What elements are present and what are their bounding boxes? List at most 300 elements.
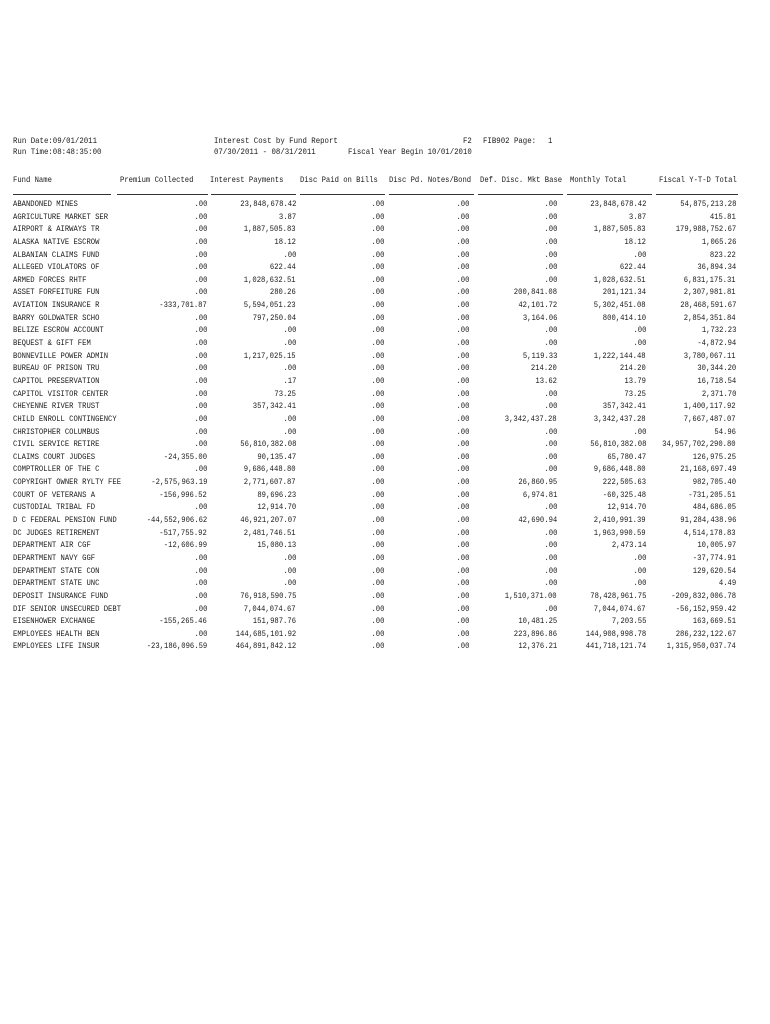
table-row xyxy=(0,629,770,642)
fiscal-ytd-total-cell: 54,875,213.28 xyxy=(679,200,736,209)
header-underline xyxy=(656,194,738,195)
fund-name-cell: CLAIMS COURT JUDGES xyxy=(13,452,96,462)
table-row xyxy=(0,212,770,225)
def-disc-mkt-base-cell: .00 xyxy=(544,200,557,209)
def-disc-mkt-base-cell: .00 xyxy=(544,250,557,260)
fund-name-cell: CHRISTOPHER COLUMBUS xyxy=(13,427,100,437)
disc-paid-bills-cell: .00 xyxy=(371,478,384,488)
table-row xyxy=(0,553,770,566)
monthly-total-cell: 18.12 xyxy=(624,237,646,247)
monthly-total-cell: 65,780.47 xyxy=(607,452,646,462)
premium-collected-cell: .00 xyxy=(194,427,207,437)
fiscal-ytd-total-cell: 34,957,702,290.80 xyxy=(662,440,736,450)
disc-notes-bond-cell: .00 xyxy=(456,351,469,361)
def-disc-mkt-base-cell: .00 xyxy=(544,503,557,513)
def-disc-mkt-base-cell: 5,119.33 xyxy=(522,351,557,361)
fund-name-cell: DEPARTMENT STATE CON xyxy=(13,566,100,576)
disc-notes-bond-cell: .00 xyxy=(456,478,469,488)
col-disc-paid-bills: Disc Paid on Bills xyxy=(300,176,378,185)
premium-collected-cell: .00 xyxy=(194,263,207,273)
def-disc-mkt-base-cell: .00 xyxy=(544,553,557,563)
monthly-total-cell: 1,028,632.51 xyxy=(594,275,646,285)
interest-payments-cell: 1,887,505.83 xyxy=(244,225,296,235)
disc-notes-bond-cell: .00 xyxy=(456,364,469,374)
def-disc-mkt-base-cell: .00 xyxy=(544,528,557,538)
table-row xyxy=(0,452,770,465)
premium-collected-cell: .00 xyxy=(194,212,207,222)
def-disc-mkt-base-cell: 12,376.21 xyxy=(518,642,557,652)
fiscal-ytd-total-cell: 30,344.20 xyxy=(697,364,736,374)
page-number: 1 xyxy=(548,137,553,146)
table-row xyxy=(0,351,770,364)
table-row xyxy=(0,237,770,250)
premium-collected-cell: -12,606.99 xyxy=(163,541,207,551)
premium-collected-cell: .00 xyxy=(194,275,207,285)
monthly-total-cell: .00 xyxy=(633,553,646,563)
disc-notes-bond-cell: .00 xyxy=(456,604,469,614)
disc-paid-bills-cell: .00 xyxy=(371,604,384,614)
table-row xyxy=(0,199,770,212)
disc-paid-bills-cell: .00 xyxy=(371,301,384,311)
monthly-total-cell: .00 xyxy=(633,250,646,260)
monthly-total-cell: 441,718,121.74 xyxy=(585,642,646,652)
monthly-total-cell: 7,203.55 xyxy=(611,617,646,627)
disc-paid-bills-cell: .00 xyxy=(371,402,384,412)
interest-payments-cell: 5,594,051.23 xyxy=(244,301,296,311)
table-row xyxy=(0,300,770,313)
interest-payments-cell: 2,771,607.87 xyxy=(244,478,296,488)
col-def-disc-mkt-base: Def. Disc. Mkt Base xyxy=(480,176,563,185)
table-row xyxy=(0,427,770,440)
table-row xyxy=(0,515,770,528)
table-row xyxy=(0,224,770,237)
def-disc-mkt-base-cell: 200,841.08 xyxy=(513,288,557,298)
col-disc-notes-bond: Disc Pd. Notes/Bond xyxy=(389,176,472,185)
fiscal-ytd-total-cell: 179,988,752.67 xyxy=(675,225,736,235)
col-fiscal-ytd-total: Fiscal Y-T-D Total xyxy=(659,176,737,185)
monthly-total-cell: 1,963,990.59 xyxy=(594,528,646,538)
monthly-total-cell: .00 xyxy=(633,427,646,437)
disc-paid-bills-cell: .00 xyxy=(371,326,384,336)
fund-name-cell: D C FEDERAL PENSION FUND xyxy=(13,516,117,526)
fund-name-cell: DIF SENIOR UNSECURED DEBT xyxy=(13,604,122,614)
disc-paid-bills-cell: .00 xyxy=(371,389,384,399)
header-underline xyxy=(117,194,208,195)
fiscal-ytd-total-cell: -209,832,006.78 xyxy=(671,591,736,601)
disc-paid-bills-cell: .00 xyxy=(371,503,384,513)
disc-paid-bills-cell: .00 xyxy=(371,376,384,386)
fund-name-cell: ALBANIAN CLAIMS FUND xyxy=(13,250,100,260)
interest-payments-cell: 797,250.04 xyxy=(252,313,296,323)
disc-notes-bond-cell: .00 xyxy=(456,591,469,601)
interest-payments-cell: 151,987.76 xyxy=(252,617,296,627)
fund-name-cell: AGRICULTURE MARKET SER xyxy=(13,212,109,222)
disc-paid-bills-cell: .00 xyxy=(371,200,384,209)
disc-paid-bills-cell: .00 xyxy=(371,465,384,475)
fiscal-ytd-total-cell: 16,718.54 xyxy=(697,376,736,386)
disc-notes-bond-cell: .00 xyxy=(456,414,469,424)
def-disc-mkt-base-cell: .00 xyxy=(544,452,557,462)
disc-paid-bills-cell: .00 xyxy=(371,490,384,500)
table-row xyxy=(0,464,770,477)
disc-notes-bond-cell: .00 xyxy=(456,250,469,260)
monthly-total-cell: 73.25 xyxy=(624,389,646,399)
fund-name-cell: CIVIL SERVICE RETIRE xyxy=(13,440,100,450)
premium-collected-cell: -44,552,906.62 xyxy=(146,516,207,526)
table-row xyxy=(0,502,770,515)
fiscal-ytd-total-cell: 1,400,117.92 xyxy=(684,402,736,412)
fund-name-cell: DEPARTMENT NAVY GGF xyxy=(13,553,96,563)
def-disc-mkt-base-cell: .00 xyxy=(544,225,557,235)
def-disc-mkt-base-cell: .00 xyxy=(544,237,557,247)
fund-name-cell: ALLEGED VIOLATORS OF xyxy=(13,263,100,273)
table-row xyxy=(0,490,770,503)
report-title: Interest Cost by Fund Report xyxy=(214,137,338,146)
monthly-total-cell: 1,887,505.83 xyxy=(594,225,646,235)
premium-collected-cell: .00 xyxy=(194,288,207,298)
fund-name-cell: ARMED FORCES RHTF xyxy=(13,275,87,285)
premium-collected-cell: .00 xyxy=(194,591,207,601)
interest-payments-cell: .00 xyxy=(283,339,296,349)
fund-name-cell: CAPITOL VISITOR CENTER xyxy=(13,389,109,399)
fund-name-cell: BUREAU OF PRISON TRU xyxy=(13,364,100,374)
table-row xyxy=(0,616,770,629)
interest-payments-cell: .00 xyxy=(283,364,296,374)
report-period: 07/30/2011 - 08/31/2011 xyxy=(214,148,316,157)
header-underline xyxy=(567,194,652,195)
disc-notes-bond-cell: .00 xyxy=(456,301,469,311)
table-row xyxy=(0,414,770,427)
col-monthly-total: Monthly Total xyxy=(570,176,627,185)
monthly-total-cell: .00 xyxy=(633,326,646,336)
interest-payments-cell: .00 xyxy=(283,553,296,563)
table-row xyxy=(0,250,770,263)
disc-paid-bills-cell: .00 xyxy=(371,642,384,652)
fiscal-ytd-total-cell: -37,774.91 xyxy=(692,553,736,563)
disc-notes-bond-cell: .00 xyxy=(456,516,469,526)
fiscal-ytd-total-cell: 7,667,487.07 xyxy=(684,414,736,424)
monthly-total-cell: 12,914.70 xyxy=(607,503,646,513)
monthly-total-cell: 9,686,448.80 xyxy=(594,465,646,475)
disc-notes-bond-cell: .00 xyxy=(456,389,469,399)
fiscal-ytd-total-cell: 129,620.54 xyxy=(692,566,736,576)
interest-payments-cell: .17 xyxy=(283,376,296,386)
fiscal-ytd-total-cell: 54.96 xyxy=(714,427,736,437)
disc-notes-bond-cell: .00 xyxy=(456,313,469,323)
interest-payments-cell: 56,810,382.08 xyxy=(239,440,296,450)
premium-collected-cell: .00 xyxy=(194,313,207,323)
def-disc-mkt-base-cell: .00 xyxy=(544,440,557,450)
fund-name-cell: DEPOSIT INSURANCE FUND xyxy=(13,591,109,601)
premium-collected-cell: -23,186,096.59 xyxy=(146,642,207,652)
table-row xyxy=(0,275,770,288)
fiscal-ytd-total-cell: 1,732.23 xyxy=(701,326,736,336)
def-disc-mkt-base-cell: .00 xyxy=(544,579,557,589)
def-disc-mkt-base-cell: .00 xyxy=(544,566,557,576)
fiscal-ytd-total-cell: 21,168,697.49 xyxy=(679,465,736,475)
fund-name-cell: ABANDONED MINES xyxy=(13,200,78,209)
fund-name-cell: DC JUDGES RETIREMENT xyxy=(13,528,100,538)
def-disc-mkt-base-cell: 214.20 xyxy=(531,364,557,374)
table-row xyxy=(0,313,770,326)
premium-collected-cell: .00 xyxy=(194,364,207,374)
interest-payments-cell: .00 xyxy=(283,566,296,576)
fiscal-ytd-total-cell: -56,152,959.42 xyxy=(675,604,736,614)
disc-notes-bond-cell: .00 xyxy=(456,427,469,437)
premium-collected-cell: .00 xyxy=(194,402,207,412)
fiscal-ytd-total-cell: 286,232,122.67 xyxy=(675,629,736,639)
disc-notes-bond-cell: .00 xyxy=(456,452,469,462)
monthly-total-cell: .00 xyxy=(633,579,646,589)
interest-payments-cell: 2,481,746.51 xyxy=(244,528,296,538)
fiscal-ytd-total-cell: 3,780,067.11 xyxy=(684,351,736,361)
fiscal-ytd-total-cell: 2,854,351.84 xyxy=(684,313,736,323)
disc-paid-bills-cell: .00 xyxy=(371,452,384,462)
fund-name-cell: DEPARTMENT STATE UNC xyxy=(13,579,100,589)
def-disc-mkt-base-cell: .00 xyxy=(544,339,557,349)
table-row xyxy=(0,540,770,553)
fund-name-cell: CAPITOL PRESERVATION xyxy=(13,376,100,386)
premium-collected-cell: .00 xyxy=(194,503,207,513)
col-fund-name: Fund Name xyxy=(13,176,52,185)
disc-notes-bond-cell: .00 xyxy=(456,212,469,222)
header-underline xyxy=(13,194,111,195)
disc-paid-bills-cell: .00 xyxy=(371,263,384,273)
disc-notes-bond-cell: .00 xyxy=(456,402,469,412)
interest-payments-cell: 1,217,025.15 xyxy=(244,351,296,361)
premium-collected-cell: -2,575,963.19 xyxy=(150,478,207,488)
disc-notes-bond-cell: .00 xyxy=(456,629,469,639)
def-disc-mkt-base-cell: 26,860.95 xyxy=(518,478,557,488)
interest-payments-cell: 46,921,207.07 xyxy=(239,516,296,526)
fiscal-ytd-total-cell: 1,065.26 xyxy=(701,237,736,247)
disc-notes-bond-cell: .00 xyxy=(456,503,469,513)
fund-name-cell: BARRY GOLDWATER SCHO xyxy=(13,313,100,323)
premium-collected-cell: -156,996.52 xyxy=(159,490,207,500)
disc-paid-bills-cell: .00 xyxy=(371,414,384,424)
disc-notes-bond-cell: .00 xyxy=(456,642,469,652)
disc-paid-bills-cell: .00 xyxy=(371,351,384,361)
interest-payments-cell: .00 xyxy=(283,326,296,336)
premium-collected-cell: .00 xyxy=(194,465,207,475)
table-row xyxy=(0,566,770,579)
def-disc-mkt-base-cell: .00 xyxy=(544,402,557,412)
disc-notes-bond-cell: .00 xyxy=(456,528,469,538)
fund-name-cell: AVIATION INSURANCE R xyxy=(13,301,100,311)
interest-payments-cell: .00 xyxy=(283,579,296,589)
def-disc-mkt-base-cell: .00 xyxy=(544,427,557,437)
disc-paid-bills-cell: .00 xyxy=(371,364,384,374)
premium-collected-cell: .00 xyxy=(194,389,207,399)
fiscal-ytd-total-cell: 126,975.25 xyxy=(692,452,736,462)
fund-name-cell: BELIZE ESCROW ACCOUNT xyxy=(13,326,104,336)
fund-name-cell: BONNEVILLE POWER ADMIN xyxy=(13,351,109,361)
f2-code: F2 xyxy=(463,137,472,146)
disc-paid-bills-cell: .00 xyxy=(371,237,384,247)
disc-notes-bond-cell: .00 xyxy=(456,225,469,235)
disc-paid-bills-cell: .00 xyxy=(371,313,384,323)
interest-payments-cell: 1,028,632.51 xyxy=(244,275,296,285)
disc-paid-bills-cell: .00 xyxy=(371,516,384,526)
header-underline xyxy=(211,194,296,195)
header-underline xyxy=(389,194,474,195)
interest-payments-cell: 144,685,101.92 xyxy=(235,629,296,639)
monthly-total-cell: 214.20 xyxy=(620,364,646,374)
program-page-label: FIB902 Page: xyxy=(483,137,537,146)
table-row xyxy=(0,439,770,452)
premium-collected-cell: .00 xyxy=(194,376,207,386)
premium-collected-cell: -517,755.92 xyxy=(159,528,207,538)
fiscal-ytd-total-cell: 415.81 xyxy=(710,212,736,222)
col-premium-collected: Premium Collected xyxy=(120,176,194,185)
fiscal-year-begin: Fiscal Year Begin 10/01/2010 xyxy=(348,148,472,157)
premium-collected-cell: .00 xyxy=(194,351,207,361)
interest-payments-cell: 464,891,842.12 xyxy=(235,642,296,652)
interest-payments-cell: 23,848,678.42 xyxy=(239,200,296,209)
monthly-total-cell: 13.79 xyxy=(624,376,646,386)
interest-payments-cell: 622.44 xyxy=(270,263,296,273)
def-disc-mkt-base-cell: 42,690.94 xyxy=(518,516,557,526)
def-disc-mkt-base-cell: .00 xyxy=(544,541,557,551)
interest-payments-cell: 73.25 xyxy=(274,389,296,399)
def-disc-mkt-base-cell: .00 xyxy=(544,212,557,222)
disc-paid-bills-cell: .00 xyxy=(371,617,384,627)
interest-payments-cell: 15,080.13 xyxy=(257,541,296,551)
premium-collected-cell: .00 xyxy=(194,629,207,639)
monthly-total-cell: 23,848,678.42 xyxy=(589,200,646,209)
premium-collected-cell: .00 xyxy=(194,250,207,260)
disc-paid-bills-cell: .00 xyxy=(371,579,384,589)
def-disc-mkt-base-cell: .00 xyxy=(544,604,557,614)
disc-paid-bills-cell: .00 xyxy=(371,566,384,576)
table-row xyxy=(0,338,770,351)
disc-paid-bills-cell: .00 xyxy=(371,440,384,450)
def-disc-mkt-base-cell: 42,101.72 xyxy=(518,301,557,311)
disc-notes-bond-cell: .00 xyxy=(456,339,469,349)
monthly-total-cell: 3.87 xyxy=(628,212,646,222)
disc-notes-bond-cell: .00 xyxy=(456,288,469,298)
def-disc-mkt-base-cell: 3,342,437.28 xyxy=(505,414,557,424)
fund-name-cell: CHILD ENROLL CONTINGENCY xyxy=(13,414,117,424)
disc-paid-bills-cell: .00 xyxy=(371,275,384,285)
def-disc-mkt-base-cell: .00 xyxy=(544,465,557,475)
table-row xyxy=(0,262,770,275)
fiscal-ytd-total-cell: 163,669.51 xyxy=(692,617,736,627)
fund-name-cell: EMPLOYEES LIFE INSUR xyxy=(13,642,100,652)
monthly-total-cell: 357,342.41 xyxy=(602,402,646,412)
monthly-total-cell: 622.44 xyxy=(620,263,646,273)
def-disc-mkt-base-cell: 10,481.25 xyxy=(518,617,557,627)
monthly-total-cell: 144,908,998.78 xyxy=(585,629,646,639)
interest-payments-cell: 89,696.23 xyxy=(257,490,296,500)
monthly-total-cell: .00 xyxy=(633,566,646,576)
fund-name-cell: DEPARTMENT AIR CGF xyxy=(13,541,91,551)
premium-collected-cell: .00 xyxy=(194,339,207,349)
fiscal-ytd-total-cell: 4.49 xyxy=(718,579,736,589)
premium-collected-cell: .00 xyxy=(194,225,207,235)
fiscal-ytd-total-cell: 28,468,591.67 xyxy=(679,301,736,311)
fund-name-cell: ALASKA NATIVE ESCROW xyxy=(13,237,100,247)
disc-notes-bond-cell: .00 xyxy=(456,263,469,273)
run-time: Run Time:08:48:35:00 xyxy=(13,148,102,157)
disc-paid-bills-cell: .00 xyxy=(371,339,384,349)
fiscal-ytd-total-cell: 10,005.97 xyxy=(697,541,736,551)
disc-paid-bills-cell: .00 xyxy=(371,591,384,601)
fiscal-ytd-total-cell: 4,514,178.83 xyxy=(684,528,736,538)
disc-notes-bond-cell: .00 xyxy=(456,490,469,500)
premium-collected-cell: .00 xyxy=(194,440,207,450)
premium-collected-cell: -24,355.00 xyxy=(163,452,207,462)
fund-name-cell: BEQUEST & GIFT FEM xyxy=(13,339,91,349)
fiscal-ytd-total-cell: 982,705.40 xyxy=(692,478,736,488)
table-row xyxy=(0,325,770,338)
disc-notes-bond-cell: .00 xyxy=(456,617,469,627)
header-underline xyxy=(478,194,563,195)
interest-payments-cell: 357,342.41 xyxy=(252,402,296,412)
fiscal-ytd-total-cell: 36,894.34 xyxy=(697,263,736,273)
table-row xyxy=(0,477,770,490)
fund-name-cell: COURT OF VETERANS A xyxy=(13,490,96,500)
monthly-total-cell: 2,410,991.39 xyxy=(594,516,646,526)
monthly-total-cell: -60,325.48 xyxy=(602,490,646,500)
monthly-total-cell: 1,222,144.48 xyxy=(594,351,646,361)
disc-notes-bond-cell: .00 xyxy=(456,200,469,209)
fund-name-cell: ASSET FORFEITURE FUN xyxy=(13,288,100,298)
monthly-total-cell: 222,505.63 xyxy=(602,478,646,488)
table-row xyxy=(0,401,770,414)
interest-payments-cell: 90,135.47 xyxy=(257,452,296,462)
monthly-total-cell: 2,473.14 xyxy=(611,541,646,551)
fiscal-ytd-total-cell: 484,686.05 xyxy=(692,503,736,513)
fiscal-ytd-total-cell: -4,872.94 xyxy=(697,339,736,349)
fund-name-cell: EISENHOWER EXCHANGE xyxy=(13,617,96,627)
interest-payments-cell: 76,918,590.75 xyxy=(239,591,296,601)
table-row xyxy=(0,363,770,376)
fiscal-ytd-total-cell: 2,371.70 xyxy=(701,389,736,399)
def-disc-mkt-base-cell: 6,974.81 xyxy=(522,490,557,500)
premium-collected-cell: -155,265.46 xyxy=(159,617,207,627)
def-disc-mkt-base-cell: 1,510,371.00 xyxy=(505,591,557,601)
table-row xyxy=(0,389,770,402)
table-row xyxy=(0,287,770,300)
disc-notes-bond-cell: .00 xyxy=(456,566,469,576)
interest-payments-cell: 18.12 xyxy=(274,237,296,247)
premium-collected-cell: .00 xyxy=(194,553,207,563)
disc-paid-bills-cell: .00 xyxy=(371,553,384,563)
monthly-total-cell: 201,121.34 xyxy=(602,288,646,298)
col-interest-payments: Interest Payments xyxy=(210,176,284,185)
disc-notes-bond-cell: .00 xyxy=(456,553,469,563)
disc-paid-bills-cell: .00 xyxy=(371,225,384,235)
disc-notes-bond-cell: .00 xyxy=(456,275,469,285)
interest-payments-cell: .00 xyxy=(283,250,296,260)
premium-collected-cell: -333,701.87 xyxy=(159,301,207,311)
interest-payments-cell: 9,686,448.80 xyxy=(244,465,296,475)
fiscal-ytd-total-cell: 2,307,981.81 xyxy=(684,288,736,298)
premium-collected-cell: .00 xyxy=(194,414,207,424)
disc-paid-bills-cell: .00 xyxy=(371,288,384,298)
table-row xyxy=(0,604,770,617)
disc-notes-bond-cell: .00 xyxy=(456,541,469,551)
fund-name-cell: EMPLOYEES HEALTH BEN xyxy=(13,629,100,639)
fund-name-cell: CUSTODIAL TRIBAL FD xyxy=(13,503,96,513)
fund-name-cell: CHEYENNE RIVER TRUST xyxy=(13,402,100,412)
disc-notes-bond-cell: .00 xyxy=(456,465,469,475)
run-date: Run Date:09/01/2011 xyxy=(13,137,98,146)
fiscal-ytd-total-cell: 1,315,950,037.74 xyxy=(666,642,736,652)
disc-notes-bond-cell: .00 xyxy=(456,237,469,247)
fiscal-ytd-total-cell: 6,831,175.31 xyxy=(684,275,736,285)
